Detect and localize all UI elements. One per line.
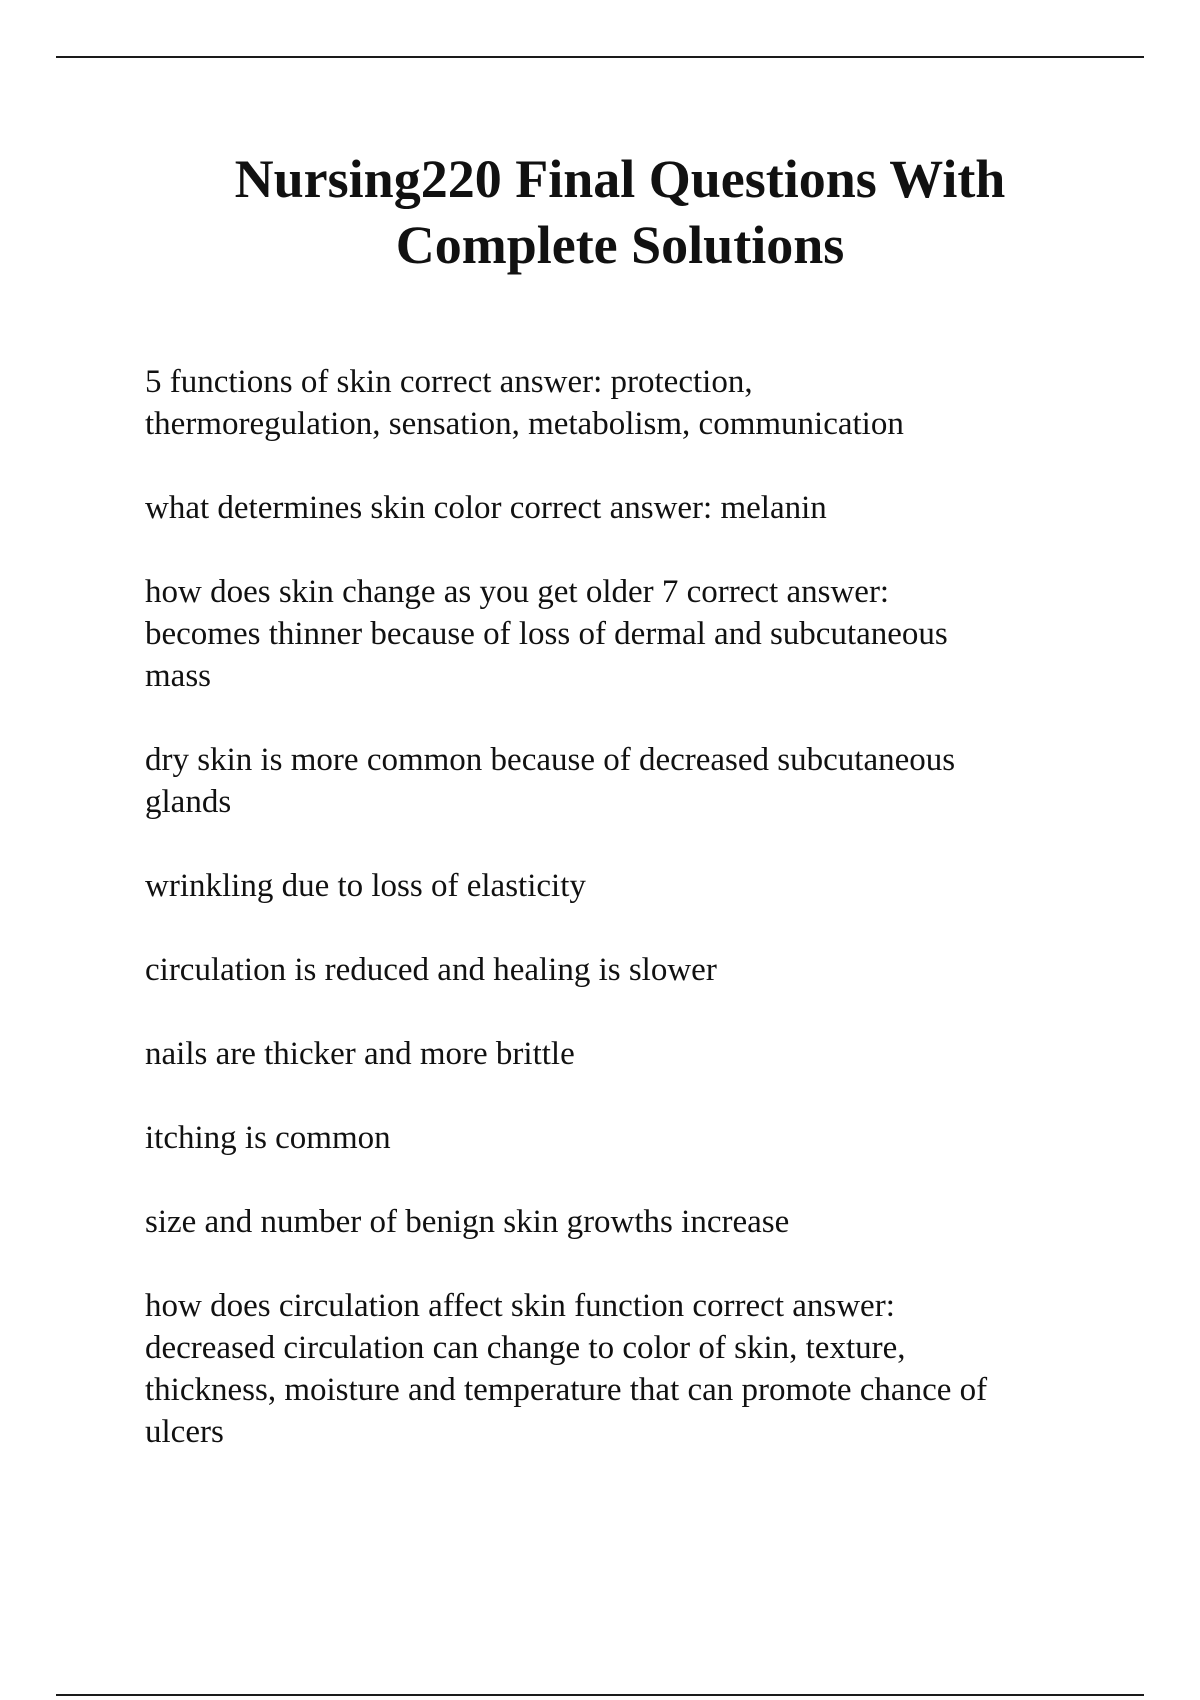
text-line: what determines skin color correct answer: melanin bbox=[145, 490, 827, 526]
text-line: decreased circulation can change to color of skin, texture, bbox=[145, 1330, 906, 1366]
paragraph bbox=[145, 571, 1105, 697]
text-line: mass bbox=[145, 658, 211, 694]
text-line: itching is common bbox=[145, 1120, 391, 1156]
paragraph bbox=[145, 865, 1105, 907]
text-line: nails are thicker and more brittle bbox=[145, 1036, 575, 1072]
title-line: Complete Solutions bbox=[395, 215, 845, 275]
paragraph bbox=[145, 487, 1105, 529]
top-rule bbox=[56, 56, 1144, 58]
document-body bbox=[145, 361, 1105, 1495]
text-line: glands bbox=[145, 784, 232, 820]
text-line: wrinkling due to loss of elasticity bbox=[145, 868, 586, 904]
paragraph bbox=[145, 1201, 1105, 1243]
bottom-rule bbox=[56, 1694, 1144, 1696]
paragraph bbox=[145, 1285, 1105, 1453]
text-line: thermoregulation, sensation, metabolism, communication bbox=[145, 406, 904, 442]
text-line: how does skin change as you get older 7 correct answer: bbox=[145, 574, 890, 610]
title-line: Nursing220 Final Questions With bbox=[234, 149, 1006, 209]
paragraph bbox=[145, 361, 1105, 445]
text-line: thickness, moisture and temperature that can promote chance of bbox=[145, 1372, 988, 1408]
text-line: becomes thinner because of loss of dermal and subcutaneous bbox=[145, 616, 948, 652]
text-line: 5 functions of skin correct answer: protection, bbox=[145, 364, 753, 400]
paragraph bbox=[145, 1033, 1105, 1075]
text-line: dry skin is more common because of decreased subcutaneous bbox=[145, 742, 956, 778]
text-line: how does circulation affect skin function correct answer: bbox=[145, 1288, 895, 1324]
paragraph bbox=[145, 949, 1105, 991]
paragraph bbox=[145, 739, 1105, 823]
paragraph bbox=[145, 1117, 1105, 1159]
document-title bbox=[0, 146, 1200, 278]
text-line: circulation is reduced and healing is slower bbox=[145, 952, 717, 988]
text-line: size and number of benign skin growths increase bbox=[145, 1204, 790, 1240]
text-line: ulcers bbox=[145, 1414, 224, 1450]
